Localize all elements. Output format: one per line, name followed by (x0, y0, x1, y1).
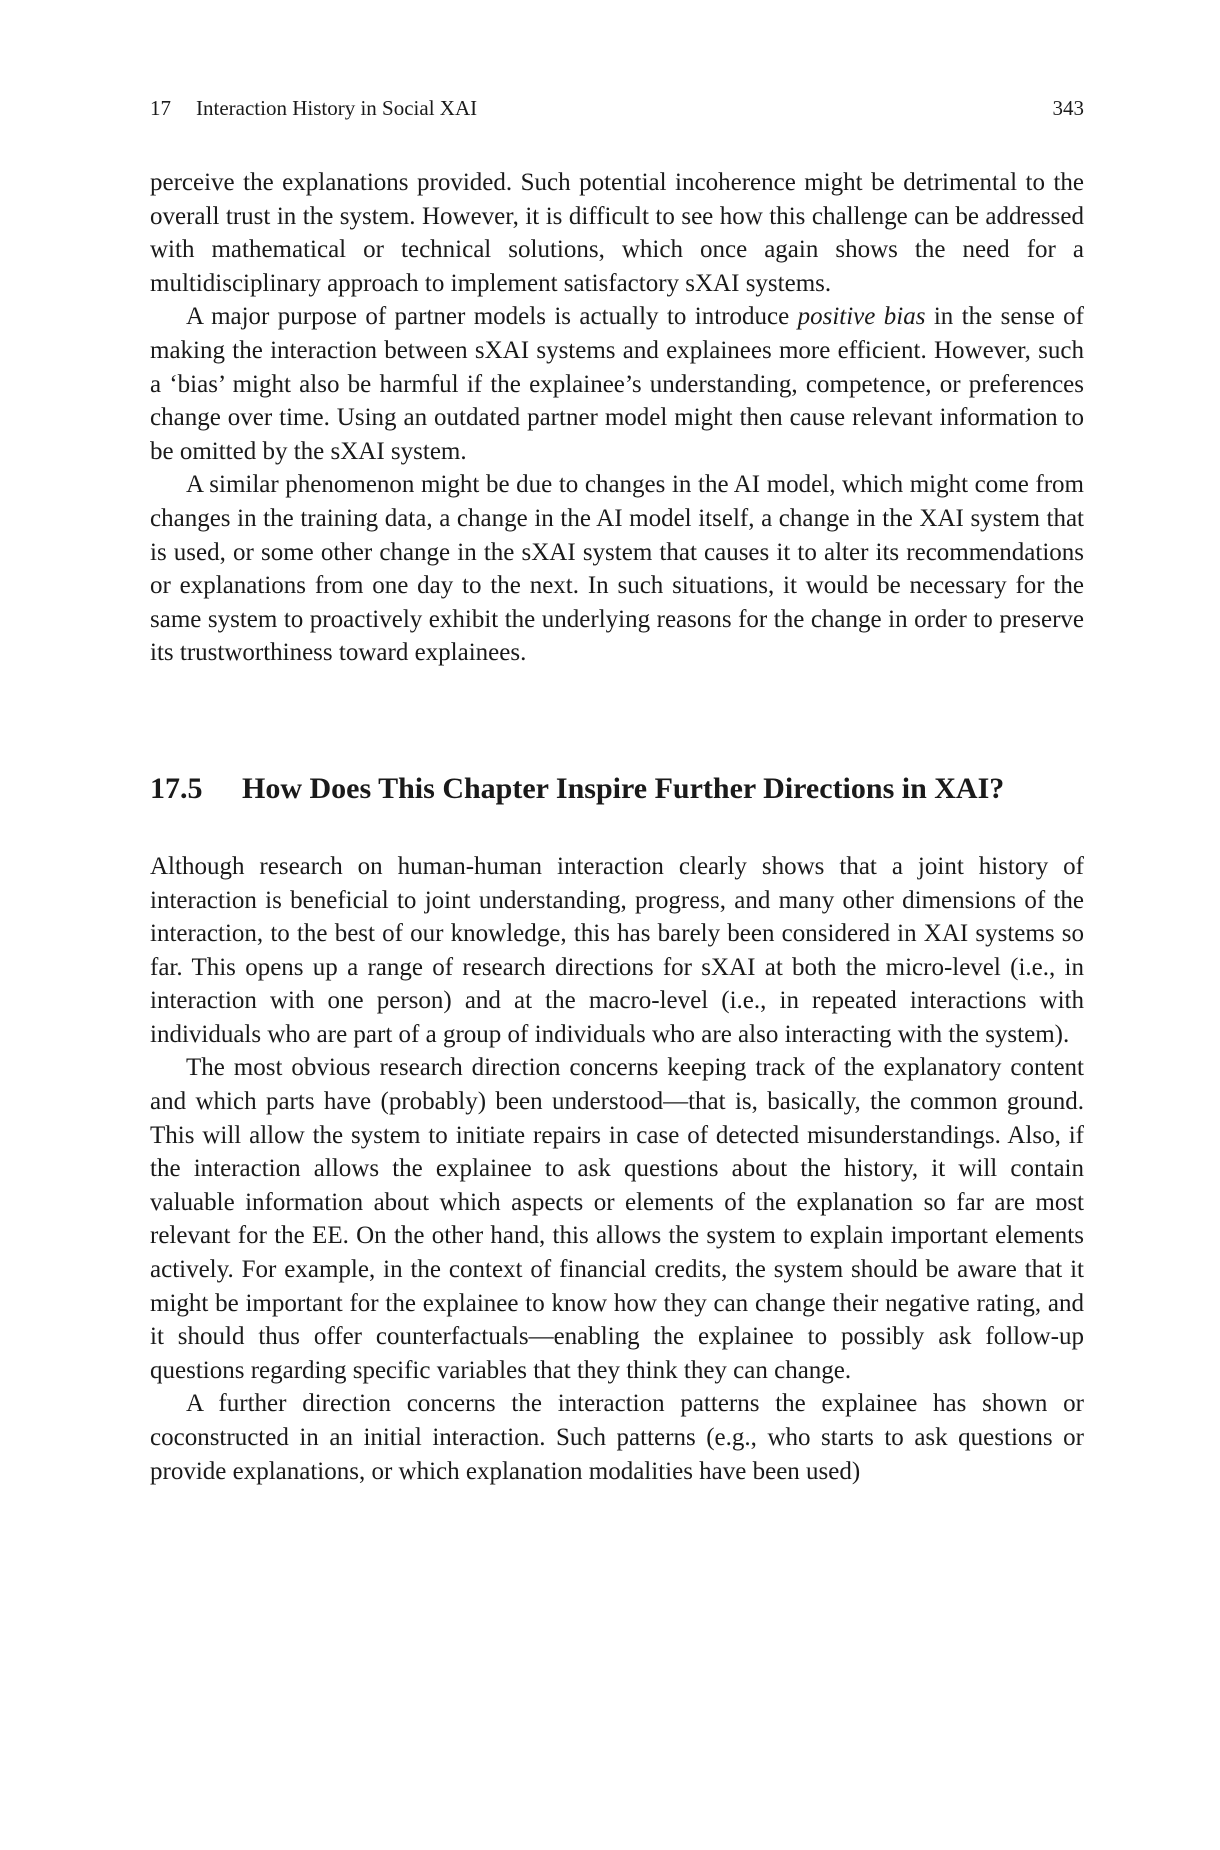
chapter-title: Interaction History in Social XAI (196, 96, 478, 120)
section-heading (150, 770, 1084, 807)
running-head (150, 95, 1084, 121)
section-title: How Does This Chapter Inspire Further Directions in XAI? (242, 771, 1005, 805)
running-head-left (150, 95, 477, 121)
paragraph-text: A major purpose of partner models is actually to introduce (186, 303, 798, 331)
paragraph: A further direction concerns the interaction patterns the explainee has shown or coconstructed in an initial interaction. Such patterns (e.g., who starts to ask questions or provide explanations, or which explanation modalities have been used) (150, 1390, 1084, 1485)
paragraph: perceive the explanations provided. Such potential incoherence might be detrimental to the overall trust in the system. However, it is difficult to see how this challenge can be addressed with mathematical or technical solutions, which once again shows the need for a multidisciplinary approach to implement satisfactory sXAI systems. (150, 169, 1084, 297)
body-text-section (150, 850, 1084, 1488)
paragraph: A similar phenomenon might be due to changes in the AI model, which might come from changes in the training data, a change in the AI model itself, a change in the XAI system that is used, or some other change in the sXAI system that causes it to alter its recommendations or explanations from one day to the next. In such situations, it would be necessary for the same system to proactively exhibit the underlying reasons for the change in order to preserve its trustworthiness toward explainees. (150, 471, 1084, 667)
paragraph: Although research on human-human interaction clearly shows that a joint history of interaction is beneficial to joint understanding, progress, and many other dimensions of the interaction, to the best of our knowledge, this has barely been considered in XAI systems so far. This opens up a range of research directions for sXAI at both the micro-level (i.e., in interaction with one person) and at the macro-level (i.e., in repeated interactions with individuals who are part of a group of individuals who are also interacting with the system). (150, 852, 1084, 1048)
emphasis-text: positive bias (797, 303, 926, 331)
paragraph-text: in the sense of making the interaction between sXAI systems and explainees more efficient. However, such a ‘bias’ might also be harmful if the explainee’s understanding, competence, or preferences change over time. Using an outdated partner model might then cause relevant information to be omitted by the sXAI system. (150, 303, 1085, 465)
section-number: 17.5 (150, 771, 203, 805)
page-number: 343 (1052, 96, 1084, 120)
paragraph (150, 300, 1084, 468)
paragraph: The most obvious research direction concerns keeping track of the explanatory content and which parts have (probably) been understood—that is, basically, the common ground. This will allow the system to initiate repairs in case of detected misunderstandings. Also, if the interaction allows the explainee to ask questions about the history, it will contain valuable information about which aspects or elements of the explanation so far are most relevant for the EE. On the other hand, this allows the system to explain important elements actively. For example, in the context of financial credits, the system should be aware that it might be important for the explainee to know how they can change their negative rating, and it should thus offer counterfactuals—enabling the explainee to possibly ask follow-up questions regarding specific variables that they think they can change. (150, 1054, 1084, 1384)
book-page (150, 95, 1084, 1488)
body-text-top (150, 166, 1084, 670)
chapter-number: 17 (150, 96, 171, 120)
